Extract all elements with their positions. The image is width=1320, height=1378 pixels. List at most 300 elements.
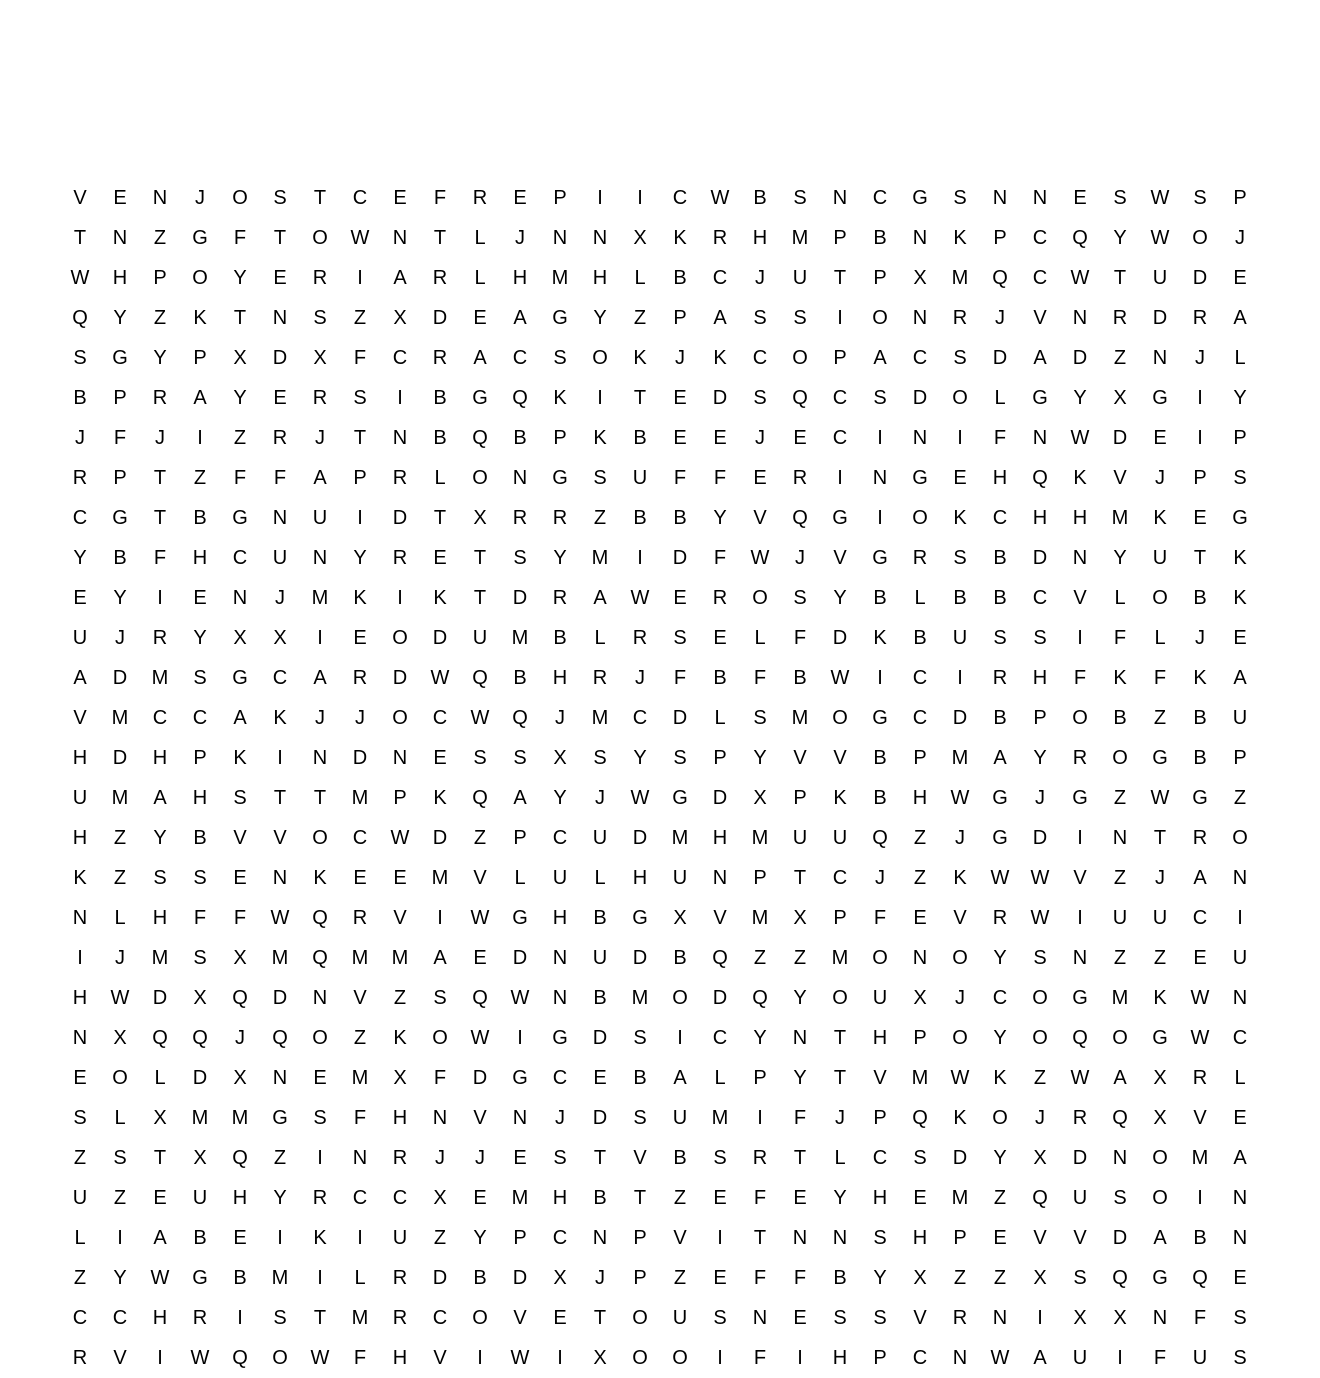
grid-cell: Y [833,587,847,609]
grid-cell: T [273,787,287,809]
grid-cell: C [552,827,568,849]
grid-cell: A [1233,307,1247,329]
grid-cell: K [953,227,967,249]
grid-cell: Z [153,227,167,249]
grid-cell: I [197,427,203,449]
grid-cell: W [1150,187,1170,209]
grid-cell: T [793,867,807,889]
grid-cell: R [392,1307,408,1329]
grid-cell: M [751,827,769,849]
grid-cell: W [950,1067,970,1089]
grid-cell: R [392,1147,408,1169]
grid-cell: G [232,667,248,689]
grid-cell: R [512,507,528,529]
grid-cell: O [992,1107,1008,1129]
grid-cell: G [1152,747,1168,769]
grid-cell: N [1072,307,1088,329]
grid-cell: R [1072,747,1088,769]
grid-cell: Q [992,267,1008,289]
grid-cell: C [632,707,648,729]
grid-cell: C [352,827,368,849]
grid-cell: C [272,667,288,689]
grid-cell: A [233,707,247,729]
grid-cell: H [832,1347,848,1369]
grid-cell: J [155,427,165,449]
grid-cell: Y [473,1227,487,1249]
grid-cell: P [673,307,687,329]
grid-row [60,1018,1260,1058]
grid-cell: Y [353,547,367,569]
grid-cell: O [632,1307,648,1329]
grid-cell: Q [512,387,528,409]
grid-cell: R [192,1307,208,1329]
grid-cell: K [353,587,367,609]
grid-cell: V [1033,1227,1047,1249]
grid-cell: O [1152,1147,1168,1169]
grid-cell: C [712,267,728,289]
grid-cell: K [433,587,447,609]
grid-cell: G [912,187,928,209]
grid-cell: K [673,227,687,249]
grid-cell: G [1192,787,1208,809]
grid-cell: O [392,627,408,649]
grid-cell: C [1032,587,1048,609]
grid-cell: B [793,667,807,689]
grid-cell: D [112,667,128,689]
grid-cell: C [392,1187,408,1209]
grid-cell: M [271,1267,289,1289]
grid-cell: F [793,1267,807,1289]
grid-cell: L [434,467,446,489]
grid-cell: Q [232,1347,248,1369]
grid-cell: K [393,1027,407,1049]
grid-cell: M [911,1067,929,1089]
grid-cell: L [1234,347,1246,369]
grid-cell: H [712,827,728,849]
grid-cell: Q [192,1027,208,1049]
grid-cell: S [593,747,607,769]
grid-cell: P [153,267,167,289]
grid-cell: D [992,347,1008,369]
grid-cell: C [672,187,688,209]
grid-row [60,738,1260,778]
grid-cell: Z [1153,947,1167,969]
grid-cell: E [433,547,447,569]
grid-cell: U [592,947,608,969]
grid-cell: E [1233,267,1247,289]
grid-cell: G [112,507,128,529]
grid-cell: N [592,1227,608,1249]
grid-cell: F [753,667,767,689]
grid-cell: D [392,507,408,529]
grid-cell: H [232,1187,248,1209]
grid-cell: R [552,507,568,529]
grid-cell: N [432,1107,448,1129]
grid-cell: X [233,347,247,369]
grid-cell: J [355,707,365,729]
grid-cell: Z [113,827,127,849]
grid-cell: M [951,1187,969,1209]
grid-cell: O [1072,707,1088,729]
grid-cell: O [952,387,968,409]
grid-cell: Z [113,867,127,889]
grid-cell: N [872,467,888,489]
grid-cell: J [755,427,765,449]
grid-cell: E [953,467,967,489]
grid-cell: M [791,227,809,249]
grid-cell: M [551,267,569,289]
grid-cell: C [832,427,848,449]
grid-cell: T [833,1067,847,1089]
grid-cell: J [115,627,125,649]
grid-cell: I [357,1227,363,1249]
grid-cell: E [793,427,807,449]
grid-cell: Q [472,427,488,449]
grid-cell: T [633,387,647,409]
grid-cell: M [951,747,969,769]
grid-cell: Q [1112,1267,1128,1289]
grid-cell: V [1073,1227,1087,1249]
grid-cell: E [313,1067,327,1089]
grid-cell: X [913,987,927,1009]
grid-cell: A [313,667,327,689]
grid-cell: K [193,307,207,329]
grid-cell: N [352,1147,368,1169]
grid-cell: G [1152,1027,1168,1049]
grid-cell: K [993,1067,1007,1089]
grid-cell: I [477,1347,483,1369]
grid-cell: R [432,267,448,289]
grid-cell: W [470,907,490,929]
grid-cell: M [191,1107,209,1129]
grid-cell: Q [792,387,808,409]
grid-cell: M [271,947,289,969]
grid-cell: Q [312,907,328,929]
grid-cell: C [352,1187,368,1209]
grid-cell: F [153,547,167,569]
grid-cell: I [437,907,443,929]
grid-cell: Q [712,947,728,969]
grid-cell: I [1197,1187,1203,1209]
grid-cell: A [993,747,1007,769]
grid-cell: R [1192,827,1208,849]
grid-cell: H [912,787,928,809]
grid-cell: S [193,947,207,969]
grid-cell: E [473,307,487,329]
grid-cell: G [552,307,568,329]
grid-cell: S [513,747,527,769]
grid-cell: E [73,1067,87,1089]
grid-cell: R [1072,1107,1088,1129]
grid-cell: U [472,627,488,649]
grid-cell: F [433,187,447,209]
grid-cell: U [192,1187,208,1209]
grid-cell: M [311,587,329,609]
grid-cell: P [873,267,887,289]
grid-cell: G [472,387,488,409]
grid-cell: F [673,667,687,689]
grid-row [60,1098,1260,1138]
grid-cell: B [593,987,607,1009]
grid-cell: L [474,267,486,289]
grid-cell: Y [233,387,247,409]
grid-cell: Z [673,1267,687,1289]
grid-cell: N [312,547,328,569]
grid-cell: K [953,867,967,889]
grid-cell: H [912,1227,928,1249]
grid-cell: T [313,1307,327,1329]
grid-cell: T [473,587,487,609]
grid-cell: E [1233,627,1247,649]
grid-cell: B [873,227,887,249]
grid-cell: C [232,547,248,569]
grid-cell: Y [753,1027,767,1049]
grid-cell: E [73,587,87,609]
grid-cell: N [232,587,248,609]
grid-cell: E [273,387,287,409]
grid-cell: S [73,1107,87,1129]
grid-cell: Y [833,1187,847,1209]
grid-cell: V [513,1307,527,1329]
grid-cell: B [593,1187,607,1209]
grid-cell: E [793,1187,807,1209]
grid-cell: K [953,507,967,529]
grid-cell: C [872,1147,888,1169]
grid-cell: N [952,1347,968,1369]
grid-cell: B [233,1267,247,1289]
grid-cell: Q [472,787,488,809]
grid-cell: H [152,747,168,769]
grid-cell: O [832,987,848,1009]
grid-cell: F [1153,667,1167,689]
grid-cell: K [1233,587,1247,609]
grid-row [60,458,1260,498]
grid-cell: N [552,987,568,1009]
grid-cell: C [912,667,928,689]
grid-cell: N [792,1227,808,1249]
grid-cell: Y [273,1187,287,1209]
grid-cell: I [837,467,843,489]
grid-cell: V [473,867,487,889]
grid-cell: S [1233,467,1247,489]
grid-cell: F [193,907,207,929]
grid-cell: A [193,387,207,409]
grid-cell: E [113,187,127,209]
grid-cell: Q [872,827,888,849]
grid-cell: N [1232,1227,1248,1249]
grid-cell: Z [113,1187,127,1209]
grid-cell: R [352,667,368,689]
grid-cell: Y [593,307,607,329]
grid-cell: Y [793,1067,807,1089]
grid-cell: T [753,1227,767,1249]
grid-cell: R [392,547,408,569]
grid-cell: I [717,1347,723,1369]
grid-cell: W [1070,267,1090,289]
grid-cell: D [832,627,848,649]
grid-cell: I [877,667,883,689]
grid-cell: G [552,467,568,489]
grid-cell: E [1073,187,1087,209]
grid-cell: X [1153,1067,1167,1089]
grid-cell: D [1192,267,1208,289]
grid-cell: N [312,987,328,1009]
grid-cell: J [1195,627,1205,649]
grid-cell: Z [393,987,407,1009]
grid-cell: S [193,667,207,689]
grid-cell: C [832,867,848,889]
grid-cell: H [872,1027,888,1049]
grid-cell: D [592,1107,608,1129]
grid-cell: W [150,1267,170,1289]
grid-cell: P [353,467,367,489]
grid-cell: M [631,987,649,1009]
grid-cell: O [752,587,768,609]
grid-cell: E [713,1187,727,1209]
grid-cell: N [72,1027,88,1049]
grid-cell: S [753,387,767,409]
grid-cell: F [873,907,887,929]
grid-cell: U [1072,1347,1088,1369]
word-search-grid [60,178,1260,1378]
grid-cell: T [1153,827,1167,849]
grid-cell: J [1195,347,1205,369]
grid-cell: S [433,987,447,1009]
grid-cell: P [833,907,847,929]
grid-cell: P [873,1347,887,1369]
grid-cell: N [1232,867,1248,889]
grid-cell: W [310,1347,330,1369]
grid-cell: J [275,587,285,609]
grid-cell: I [637,547,643,569]
grid-cell: S [1233,1347,1247,1369]
grid-cell: U [72,1187,88,1209]
grid-cell: I [557,1347,563,1369]
grid-cell: O [112,1067,128,1089]
grid-cell: I [677,1027,683,1049]
grid-cell: K [313,1227,327,1249]
grid-cell: P [873,1107,887,1129]
grid-cell: L [594,867,606,889]
grid-cell: Y [113,587,127,609]
grid-cell: P [193,747,207,769]
grid-row [60,1058,1260,1098]
grid-cell: R [712,587,728,609]
grid-cell: M [351,787,369,809]
grid-cell: Z [1033,1067,1047,1089]
grid-cell: U [72,787,88,809]
grid-cell: P [393,787,407,809]
grid-cell: M [231,1107,249,1129]
grid-cell: S [673,627,687,649]
grid-cell: B [873,787,887,809]
grid-cell: K [1153,507,1167,529]
grid-cell: F [793,627,807,649]
grid-cell: S [553,347,567,369]
grid-cell: U [1112,907,1128,929]
grid-cell: D [712,387,728,409]
grid-cell: X [193,1147,207,1169]
grid-cell: V [1193,1107,1207,1129]
grid-cell: X [1113,1307,1127,1329]
grid-cell: Z [353,1027,367,1049]
grid-cell: J [955,987,965,1009]
grid-cell: B [833,1267,847,1289]
grid-cell: E [1153,427,1167,449]
grid-cell: P [753,1067,767,1089]
grid-cell: R [472,187,488,209]
grid-cell: K [833,787,847,809]
grid-cell: X [393,1067,407,1089]
grid-cell: W [1190,1027,1210,1049]
grid-cell: R [152,627,168,649]
grid-cell: T [833,267,847,289]
grid-cell: A [313,467,327,489]
grid-cell: W [990,1347,1010,1369]
grid-row [60,258,1260,298]
grid-cell: Q [152,1027,168,1049]
grid-cell: K [433,787,447,809]
grid-cell: S [1073,1267,1087,1289]
grid-cell: W [1190,987,1210,1009]
grid-cell: E [753,467,767,489]
grid-row [60,538,1260,578]
grid-cell: D [472,1067,488,1089]
grid-cell: D [392,667,408,689]
grid-cell: S [153,867,167,889]
grid-cell: L [714,1067,726,1089]
grid-cell: S [313,307,327,329]
grid-cell: R [992,907,1008,929]
grid-cell: N [912,427,928,449]
grid-cell: I [1197,427,1203,449]
grid-cell: W [390,827,410,849]
grid-cell: W [950,787,970,809]
grid-cell: Q [1032,467,1048,489]
grid-cell: B [633,507,647,529]
grid-cell: U [1152,907,1168,929]
grid-cell: N [512,1107,528,1129]
grid-cell: H [72,747,88,769]
grid-cell: X [393,307,407,329]
grid-cell: A [393,267,407,289]
grid-cell: M [111,787,129,809]
grid-cell: I [397,587,403,609]
grid-cell: G [512,1067,528,1089]
grid-cell: B [1193,1227,1207,1249]
grid-cell: S [673,747,687,769]
grid-row [60,898,1260,938]
grid-cell: S [1233,1307,1247,1329]
grid-cell: R [952,307,968,329]
grid-cell: N [552,227,568,249]
grid-cell: Y [153,827,167,849]
grid-cell: F [993,427,1007,449]
grid-cell: M [151,947,169,969]
grid-cell: I [357,507,363,529]
grid-cell: O [912,507,928,529]
grid-cell: L [594,627,606,649]
grid-row [60,978,1260,1018]
grid-cell: S [553,1147,567,1169]
grid-cell: K [233,747,247,769]
grid-cell: S [753,307,767,329]
grid-cell: B [753,187,767,209]
grid-cell: V [873,1067,887,1089]
grid-cell: W [710,187,730,209]
grid-cell: S [513,547,527,569]
grid-cell: M [1111,987,1129,1009]
